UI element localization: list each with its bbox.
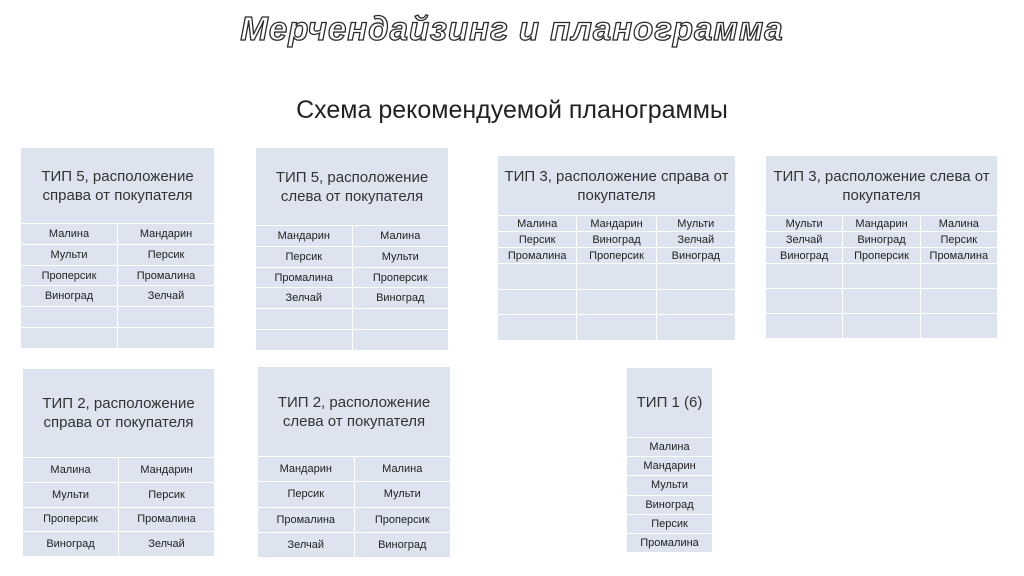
table-row (21, 265, 214, 286)
table-cell: Промалина (137, 513, 196, 526)
table-cell: Мульти (766, 216, 843, 231)
table-cell: Персик (148, 488, 185, 501)
card-type3-left (766, 156, 997, 338)
table-cell: Промалина (929, 249, 989, 262)
table-row (498, 263, 735, 289)
table-row (766, 247, 997, 263)
table-row (498, 289, 735, 315)
card-table (21, 223, 214, 348)
table-cell (353, 309, 449, 329)
table-cell: Виноград (376, 292, 425, 305)
table-cell: Малина (649, 441, 690, 454)
table-cell: Малина (21, 224, 118, 244)
table-cell: Виноград (378, 538, 427, 551)
table-row (627, 514, 712, 533)
card-type3-right (498, 156, 735, 340)
page-subtitle: Схема рекомендуемой планограммы (296, 96, 728, 124)
card-title: ТИП 3, расположение слева от покупателя (773, 167, 990, 204)
card-table (258, 456, 450, 557)
table-cell: Мульти (381, 250, 419, 263)
table-row (256, 225, 448, 246)
table-cell: Мульти (650, 479, 689, 492)
table-row (627, 456, 712, 475)
table-cell: Промалина (258, 508, 355, 532)
table-row (21, 285, 214, 306)
table-cell (921, 264, 997, 288)
card-title: ТИП 1 (6) (636, 394, 703, 411)
table-cell (21, 307, 118, 327)
card-table (23, 457, 214, 556)
card-type5-left (256, 148, 448, 350)
card-type5-right (21, 148, 214, 348)
table-cell: Мандарин (140, 463, 193, 476)
table-cell (498, 264, 577, 289)
table-cell: Зелчай (147, 290, 185, 303)
table-row (766, 231, 997, 247)
table-row (23, 531, 214, 556)
table-cell: Проперсик (374, 513, 430, 526)
table-row (498, 314, 735, 340)
table-cell: Персик (498, 232, 577, 247)
table-cell: Малина (498, 216, 577, 231)
table-row (498, 231, 735, 247)
card-title: ТИП 3, расположение справа от покупателя (504, 167, 729, 204)
table-cell: Промалина (256, 268, 353, 288)
table-cell: Зелчай (256, 288, 353, 308)
table-cell: Малина (938, 217, 979, 230)
table-cell: Зелчай (766, 232, 843, 247)
table-row (23, 507, 214, 532)
table-cell (766, 289, 843, 313)
table-cell (657, 290, 735, 315)
table-row (766, 215, 997, 231)
table-row (258, 532, 450, 557)
table-cell: Виноград (577, 232, 656, 247)
table-row (23, 482, 214, 507)
card-table (256, 225, 448, 350)
table-cell (577, 315, 656, 340)
table-row (21, 306, 214, 327)
table-cell (657, 315, 735, 340)
card-table (498, 215, 735, 340)
table-cell: Малина (380, 229, 421, 242)
table-row (766, 263, 997, 288)
table-cell (843, 264, 920, 288)
table-row (256, 329, 448, 350)
table-cell: Виноград (671, 249, 720, 262)
table-cell: Зелчай (258, 533, 355, 557)
table-row (258, 507, 450, 532)
table-cell (256, 330, 353, 350)
table-cell: Мандарин (843, 216, 920, 231)
table-cell: Малина (23, 458, 119, 482)
table-cell: Мульти (677, 217, 715, 230)
table-row (258, 481, 450, 506)
table-row (256, 246, 448, 267)
table-cell: Виноград (23, 532, 119, 556)
table-cell: Малина (382, 463, 423, 476)
table-cell (766, 264, 843, 288)
card-title: ТИП 5, расположение слева от покупателя (275, 168, 429, 205)
card-type1 (627, 368, 712, 552)
table-row (627, 533, 712, 552)
table-cell (843, 314, 920, 338)
table-row (627, 495, 712, 514)
table-cell (498, 315, 577, 340)
table-row (21, 244, 214, 265)
table-cell: Мульти (383, 488, 421, 501)
table-cell (843, 289, 920, 313)
table-row (21, 223, 214, 244)
table-row (256, 267, 448, 288)
table-row (23, 457, 214, 482)
card-title: ТИП 2, расположение слева от покупателя (277, 393, 431, 430)
table-cell (21, 328, 118, 348)
table-cell: Мандарин (256, 226, 353, 246)
table-row (21, 327, 214, 348)
table-cell: Персик (651, 517, 688, 530)
table-cell: Виноград (843, 232, 920, 247)
table-cell: Зелчай (677, 233, 715, 246)
table-cell (921, 314, 997, 338)
table-cell: Мандарин (577, 216, 656, 231)
table-cell: Промалина (136, 269, 196, 282)
card-table (766, 215, 997, 338)
table-row (766, 288, 997, 313)
table-cell: Персик (256, 247, 353, 267)
table-row (627, 437, 712, 456)
table-cell (353, 330, 449, 350)
table-cell: Проперсик (843, 248, 920, 263)
table-cell (118, 328, 214, 348)
table-cell: Мандарин (258, 457, 355, 481)
card-type2-left (258, 367, 450, 557)
table-cell: Проперсик (21, 266, 118, 286)
table-cell: Проперсик (577, 248, 656, 263)
card-title: ТИП 5, расположение справа от покупателя (41, 167, 194, 204)
table-cell: Виноград (766, 248, 843, 263)
table-cell (577, 290, 656, 315)
table-cell: Проперсик (23, 508, 119, 532)
table-cell: Мульти (21, 245, 118, 265)
card-type2-right (23, 369, 214, 556)
table-cell: Мульти (23, 483, 119, 507)
table-row (256, 287, 448, 308)
table-cell: Мандарин (139, 227, 193, 240)
table-cell: Виноград (645, 498, 694, 511)
table-row (498, 215, 735, 231)
table-cell (118, 307, 214, 327)
table-cell: Персик (147, 248, 185, 261)
table-cell: Виноград (21, 286, 118, 306)
table-cell: Промалина (640, 536, 699, 549)
table-cell (256, 309, 353, 329)
table-row (766, 313, 997, 338)
page-title: Мерчендайзинг и планограмма (240, 10, 784, 47)
table-cell: Промалина (498, 248, 577, 263)
card-table (627, 437, 712, 552)
table-cell: Проперсик (372, 271, 428, 284)
table-cell: Персик (940, 233, 978, 246)
table-cell (766, 314, 843, 338)
table-row (258, 456, 450, 481)
table-row (498, 247, 735, 263)
table-cell (657, 264, 735, 289)
table-row (627, 475, 712, 494)
table-cell (577, 264, 656, 289)
table-cell: Зелчай (148, 538, 185, 551)
table-row (256, 308, 448, 329)
table-cell (921, 289, 997, 313)
table-cell: Персик (258, 482, 355, 506)
table-cell (498, 290, 577, 315)
card-title: ТИП 2, расположение справа от покупателя (42, 395, 195, 431)
table-cell: Мандарин (643, 460, 696, 473)
